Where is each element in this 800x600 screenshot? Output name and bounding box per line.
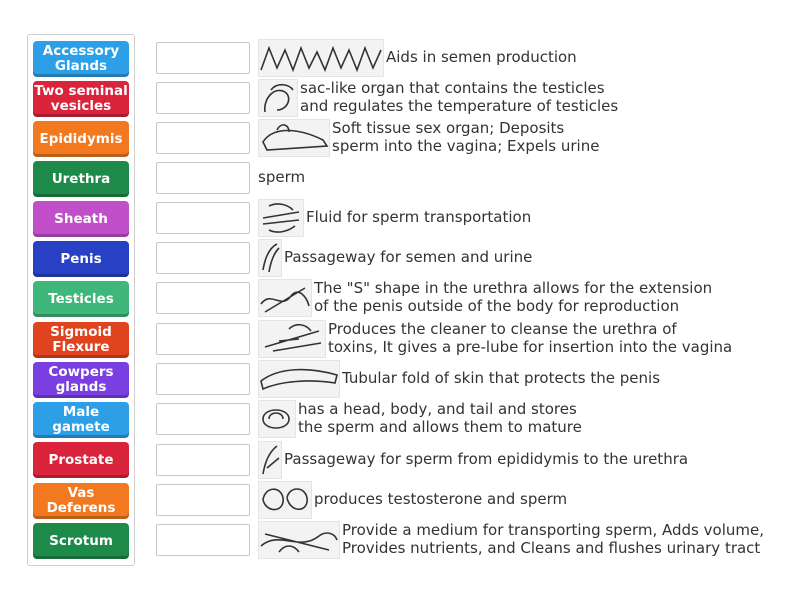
drop-slot[interactable] [156,323,250,355]
diagram-thumbnail [258,279,312,317]
row-description: Aids in semen production [386,47,577,66]
answer-tile[interactable]: Vas Deferens [33,483,129,519]
drop-slot[interactable] [156,122,250,154]
drop-slot[interactable] [156,202,250,234]
drop-slot[interactable] [156,42,250,74]
row-description: has a head, body, and tail and stores the sperm and allows them to mature [298,399,582,436]
answer-tile[interactable]: Cowpers glands [33,362,129,398]
answer-tile[interactable]: Epididymis [33,121,129,157]
answer-tile[interactable]: Testicles [33,281,129,317]
diagram-thumbnail [258,441,282,479]
row-description: sperm [258,167,306,186]
answer-tile[interactable]: Urethra [33,161,129,197]
drop-slot[interactable] [156,282,250,314]
diagram-thumbnail [258,119,330,157]
row-description: Passageway for sperm from epididymis to the urethra [284,449,689,468]
diagram-thumbnail [258,481,312,519]
drop-slot[interactable] [156,82,250,114]
answer-tile[interactable]: Sheath [33,201,129,237]
row-description: Produces the cleaner to cleanse the urethra of toxins, It gives a pre-lube for insertion into the vagina [328,319,733,356]
answer-tile[interactable]: Male gamete [33,402,129,438]
row-description: sac-like organ that contains the testicles and regulates the temperature of testicles [300,78,619,115]
diagram-thumbnail [258,521,340,559]
drop-slot[interactable] [156,162,250,194]
answer-tile[interactable]: Penis [33,241,129,277]
row-description: Provide a medium for transporting sperm, Adds volume, Provides nutrients, and Cleans and flushes urinary tract [342,520,764,557]
drop-slot[interactable] [156,524,250,556]
row-description: Tubular fold of skin that protects the penis [342,368,661,387]
answer-tiles-panel [27,34,135,566]
row-description: Fluid for sperm transportation [306,207,532,226]
diagram-thumbnail [258,39,384,77]
drop-slot[interactable] [156,484,250,516]
answer-tile[interactable]: Scrotum [33,523,129,559]
diagram-thumbnail [258,199,304,237]
diagram-thumbnail [258,320,326,358]
row-description: produces testosterone and sperm [314,489,568,508]
drop-slot[interactable] [156,403,250,435]
row-description: Soft tissue sex organ; Deposits sperm into the vagina; Expels urine [332,118,600,155]
diagram-thumbnail [258,79,298,117]
diagram-thumbnail [258,360,340,398]
row-description: The "S" shape in the urethra allows for the extension of the penis outside of the body for reproduction [314,278,713,315]
diagram-thumbnail [258,400,296,438]
drop-slot[interactable] [156,242,250,274]
diagram-thumbnail [258,239,282,277]
answer-tile[interactable]: Sigmoid Flexure [33,322,129,358]
answer-tile[interactable]: Two seminal vesicles [33,81,129,117]
drop-slot[interactable] [156,444,250,476]
row-description: Passageway for semen and urine [284,247,533,266]
drop-slot[interactable] [156,363,250,395]
answer-tile[interactable]: Prostate [33,442,129,478]
answer-tile[interactable]: Accessory Glands [33,41,129,77]
